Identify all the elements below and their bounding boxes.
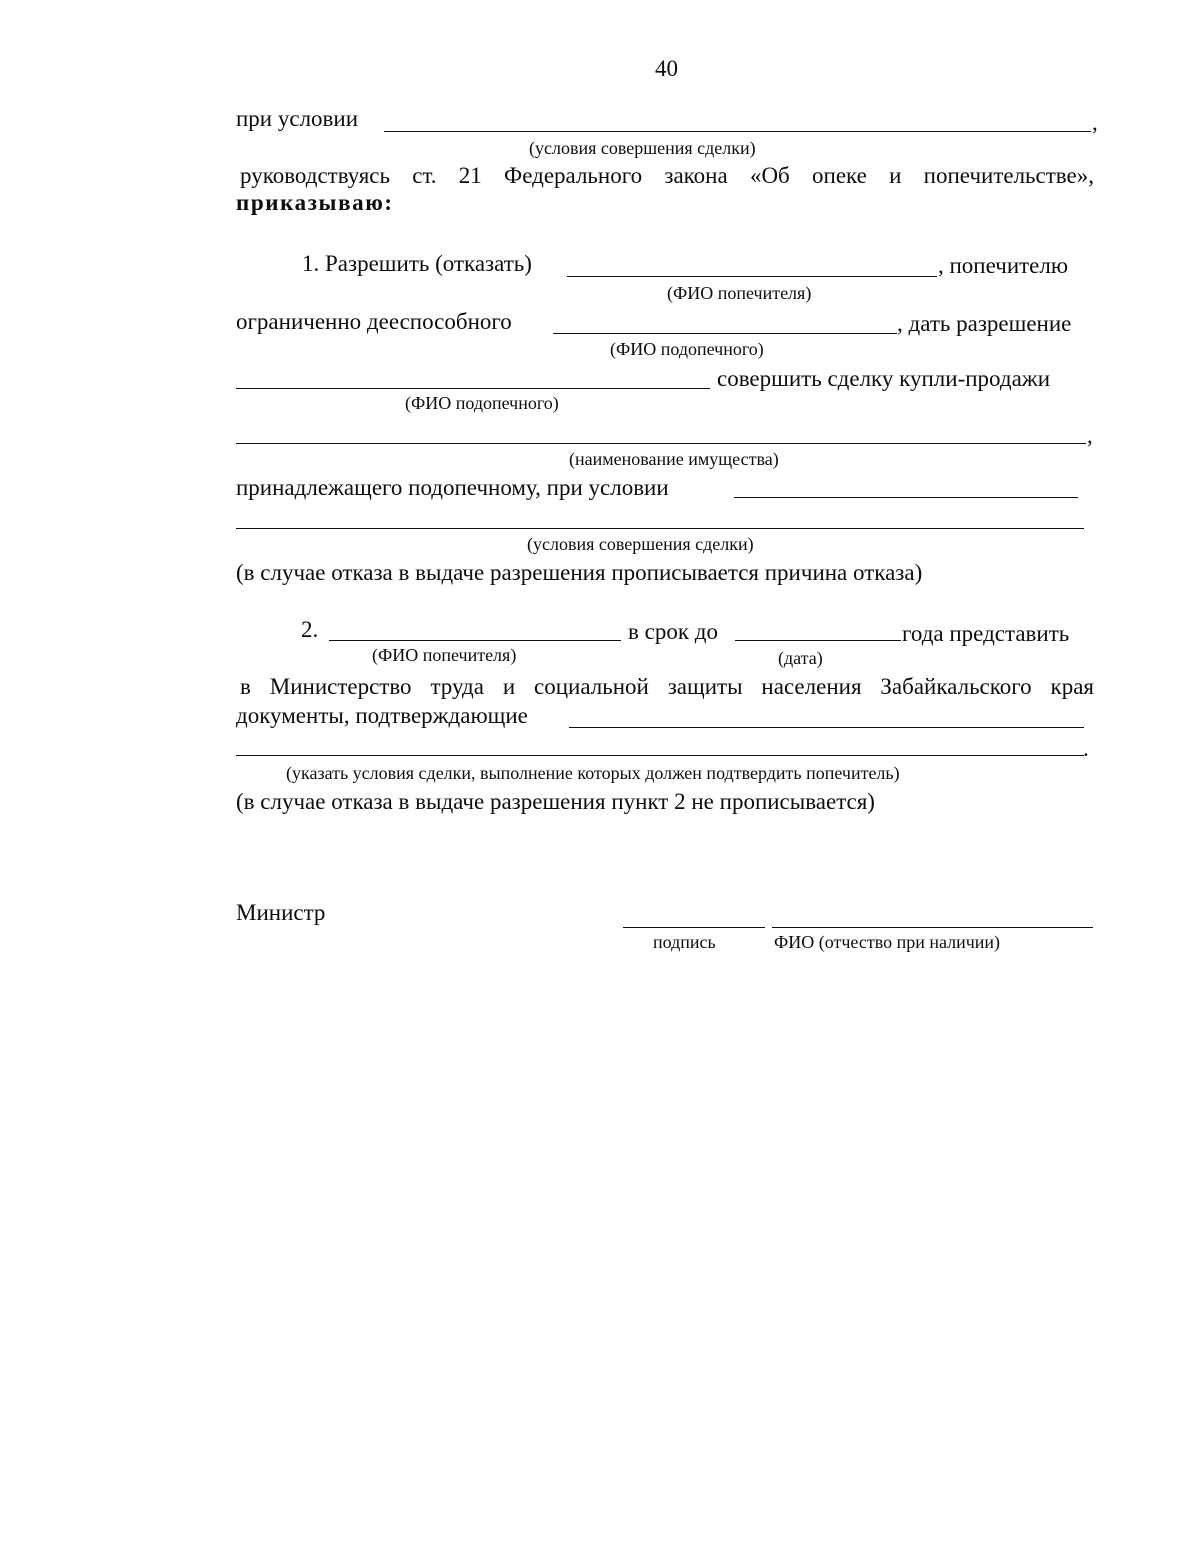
period: . — [1083, 736, 1089, 761]
v-ministerstvo-text: в Министерство труда и социальной защиты населения Забайкальского края — [240, 674, 1094, 699]
comma-2: , — [1087, 423, 1093, 448]
v-srok-do-text: в срок до — [628, 619, 718, 644]
caption-naimenovanie: (наименование имущества) — [569, 449, 779, 469]
comma: , — [1092, 110, 1098, 135]
caption-usloviya-2: (условия совершения сделки) — [527, 534, 754, 554]
popechitel-name-line-2[interactable] — [329, 640, 621, 641]
prinadlezhashchego-text: принадлежащего подопечному, при условии — [236, 475, 669, 500]
note-punkt2: (в случае отказа в выдаче разрешения пункт 2 не прописывается) — [236, 789, 875, 814]
fio-line[interactable] — [772, 927, 1093, 928]
date-line[interactable] — [735, 640, 901, 641]
caption-fio-popechitelya: (ФИО попечителя) — [667, 283, 812, 303]
page-number: 40 — [655, 56, 678, 81]
dokumenty-line[interactable] — [569, 727, 1084, 728]
popechitel-name-line[interactable] — [567, 276, 937, 277]
usloviya-line-3[interactable] — [236, 528, 1084, 529]
ogranichenno-text: ограниченно дееспособного — [236, 309, 512, 334]
dokumenty-line-2[interactable] — [236, 755, 1084, 756]
ministr-label: Министр — [236, 900, 326, 925]
sovershit-text: совершить сделку купли-продажи — [717, 366, 1051, 391]
dat-razreshenie-text: , дать разрешение — [897, 311, 1072, 336]
popechitelyu-text: , попечителю — [938, 253, 1069, 278]
note-otkaz-reason: (в случае отказа в выдаче разрешения прописывается причина отказа) — [236, 560, 923, 585]
imushchestvo-line[interactable] — [236, 443, 1086, 444]
podopechnyi-name-line[interactable] — [553, 333, 897, 334]
item1-razreshit: 1. Разрешить (отказать) — [302, 251, 532, 276]
caption-ukazat: (указать условия сделки, выполнение которых должен подтвердить попечитель) — [286, 763, 900, 783]
prikazyvayu-heading: приказываю: — [236, 190, 394, 215]
caption-fio-otchestvo: ФИО (отчество при наличии) — [774, 932, 1001, 952]
caption-data: (дата) — [778, 648, 823, 668]
pri-uslovii-label: при условии — [236, 106, 359, 131]
caption-fio-popechitelya-2: (ФИО попечителя) — [372, 645, 517, 665]
item2-num: 2. — [301, 617, 319, 642]
caption-fio-podopechnogo-2: (ФИО подопечного) — [405, 393, 559, 413]
legal-basis-text: руководствуясь ст. 21 Федерального закона «Об опеке и попечительстве», — [240, 163, 1094, 188]
caption-podpis: подпись — [653, 932, 716, 952]
signature-line[interactable] — [623, 927, 765, 928]
caption-fio-podopechnogo: (ФИО подопечного) — [610, 339, 764, 359]
usloviya-line-2[interactable] — [734, 497, 1078, 498]
caption-usloviya: (условия совершения сделки) — [529, 138, 756, 158]
goda-predstavit-text: года представить — [902, 621, 1070, 646]
dokumenty-text: документы, подтверждающие — [236, 703, 528, 728]
podopechnyi-name-line-2[interactable] — [236, 388, 710, 389]
usloviya-blank-line[interactable] — [384, 131, 1091, 132]
